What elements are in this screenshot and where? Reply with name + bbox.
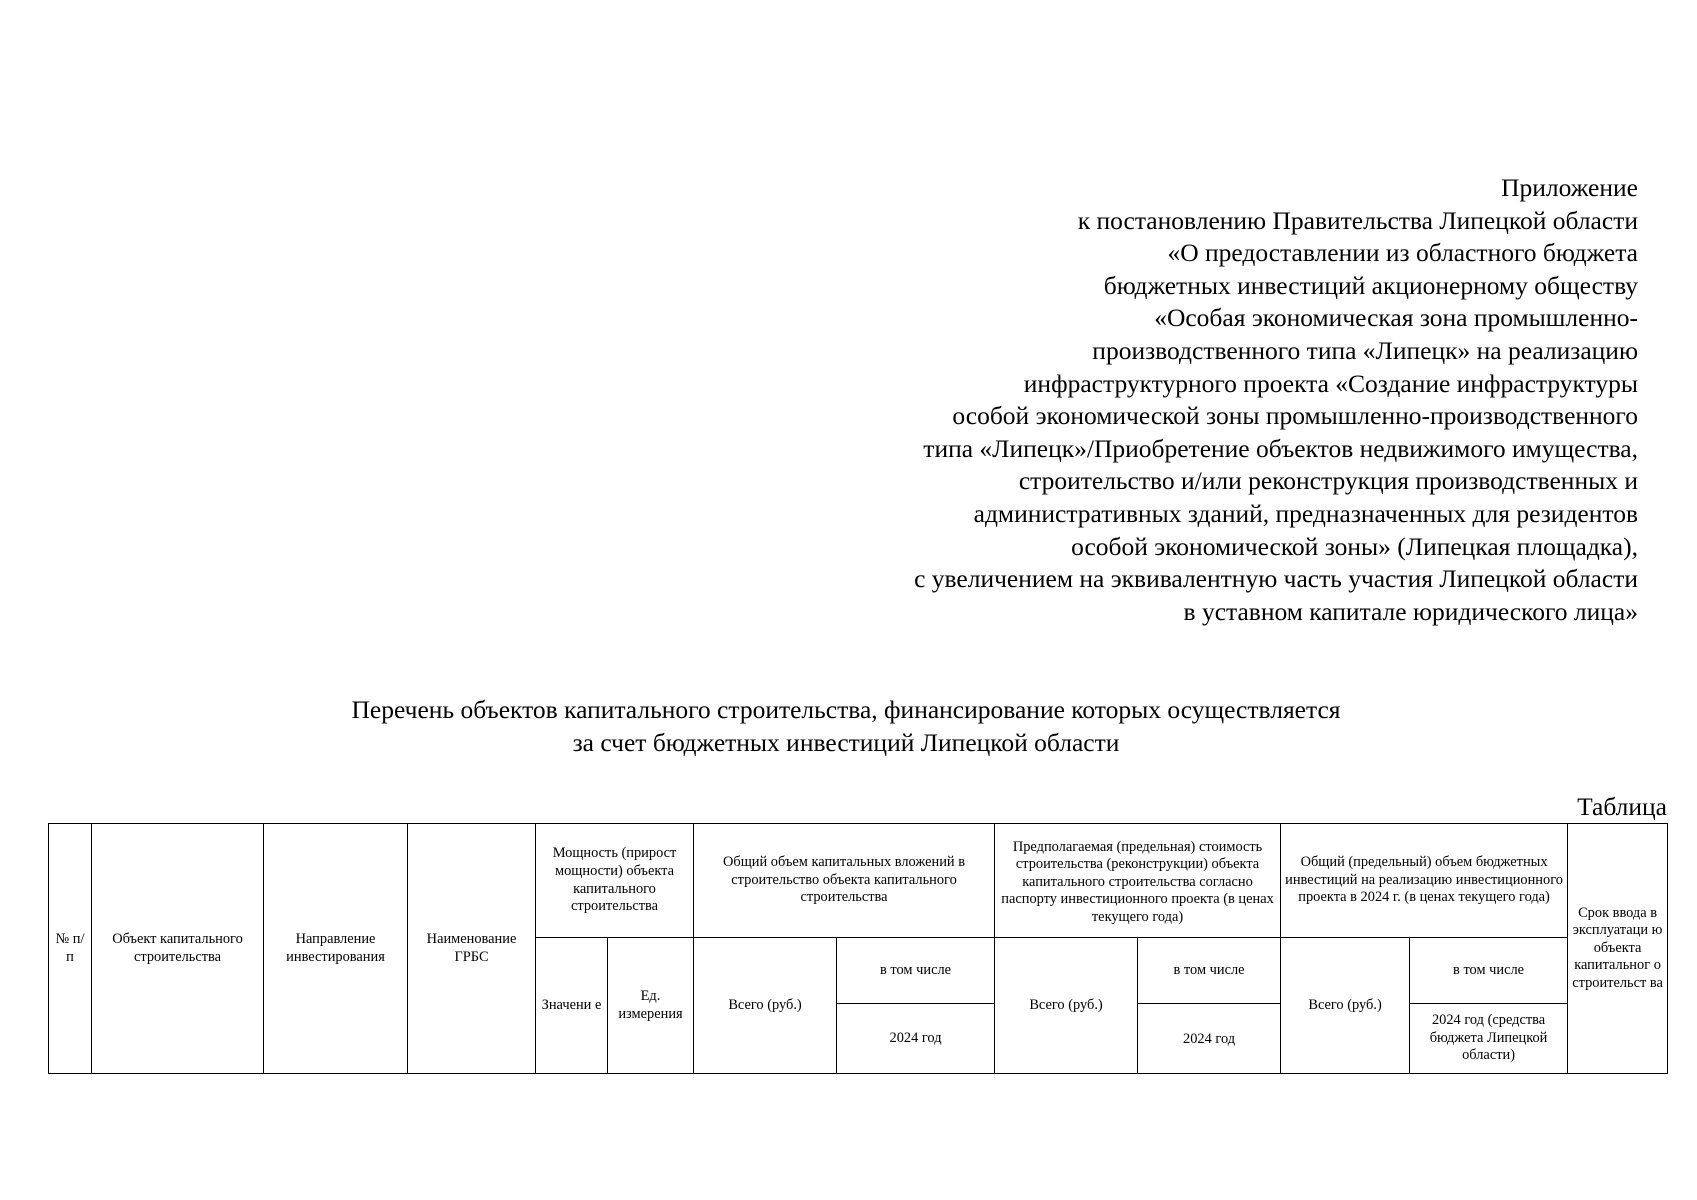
header-total-investment-including: в том числе (837, 938, 995, 1004)
appendix-line: типа «Липецк»/Приобретение объектов недвижимого имущества, (923, 433, 1638, 463)
document-title (244, 694, 1448, 759)
table-label: Таблица (1577, 792, 1667, 821)
header-estimated-cost: Предполагаемая (предельная) стоимость строительства (реконструкции) объекта капитального строительства согласно паспорту инвестиционного проекта (в ценах текущего года) (995, 824, 1281, 938)
header-num: № п/п (49, 824, 92, 1074)
appendix-line: в уставном капитале юридического лица» (1183, 596, 1638, 626)
appendix-block (914, 172, 1638, 628)
appendix-line: к постановлению Правительства Липецкой области (1077, 205, 1638, 235)
appendix-line: строительство и/или реконструкция производственных и (1018, 466, 1638, 496)
appendix-line: «Особая экономическая зона промышленно- (1154, 303, 1638, 333)
header-budget-investment: Общий (предельный) объем бюджетных инвестиций на реализацию инвестиционного проекта в 2024 г. (в ценах текущего года) (1281, 824, 1568, 938)
title-line-2: за счет бюджетных инвестиций Липецкой области (572, 727, 1120, 757)
appendix-line: особой экономической зоны» (Липецкая площадка), (1071, 531, 1638, 561)
header-estimated-cost-all: Всего (руб.) (995, 938, 1138, 1074)
header-estimated-cost-2024: 2024 год (1138, 1004, 1281, 1074)
appendix-line: Приложение (1501, 173, 1638, 202)
header-total-investment-2024: 2024 год (837, 1004, 995, 1074)
header-capacity-value: Значени е (536, 938, 608, 1074)
header-capacity-unit: Ед. измерения (608, 938, 694, 1074)
objects-table (48, 823, 1668, 1074)
appendix-line: с увеличением на эквивалентную часть участия Липецкой области (914, 564, 1638, 594)
header-total-investment: Общий объем капитальных вложений в строительство объекта капитального строительства (694, 824, 995, 938)
appendix-line: административных зданий, предназначенных для резидентов (973, 498, 1638, 528)
header-estimated-cost-including: в том числе (1138, 938, 1281, 1004)
header-object: Объект капитального строительства (92, 824, 264, 1074)
header-total-investment-all: Всего (руб.) (694, 938, 837, 1074)
header-budget-investment-all: Всего (руб.) (1281, 938, 1410, 1074)
header-commissioning: Срок ввода в эксплуатаци ю объекта капитальног о строительст ва (1568, 824, 1668, 1074)
appendix-line: производственного типа «Липецк» на реализацию (1092, 335, 1638, 365)
header-budget-investment-2024: 2024 год (средства бюджета Липецкой области) (1410, 1004, 1568, 1074)
title-line-1: Перечень объектов капитального строительства, финансирование которых осуществляется (351, 695, 1341, 724)
header-grbs: Наименование ГРБС (408, 824, 536, 1074)
header-capacity: Мощность (прирост мощности) объекта капитального строительства (536, 824, 694, 938)
header-budget-investment-including: в том числе (1410, 938, 1568, 1004)
appendix-line: инфраструктурного проекта «Создание инфраструктуры (1023, 368, 1638, 398)
appendix-line: особой экономической зоны промышленно-производственного (952, 401, 1638, 431)
appendix-line: бюджетных инвестиций акционерному обществу (1103, 270, 1638, 300)
header-direction: Направление инвестирования (264, 824, 408, 1074)
appendix-line: «О предоставлении из областного бюджета (1167, 238, 1638, 268)
